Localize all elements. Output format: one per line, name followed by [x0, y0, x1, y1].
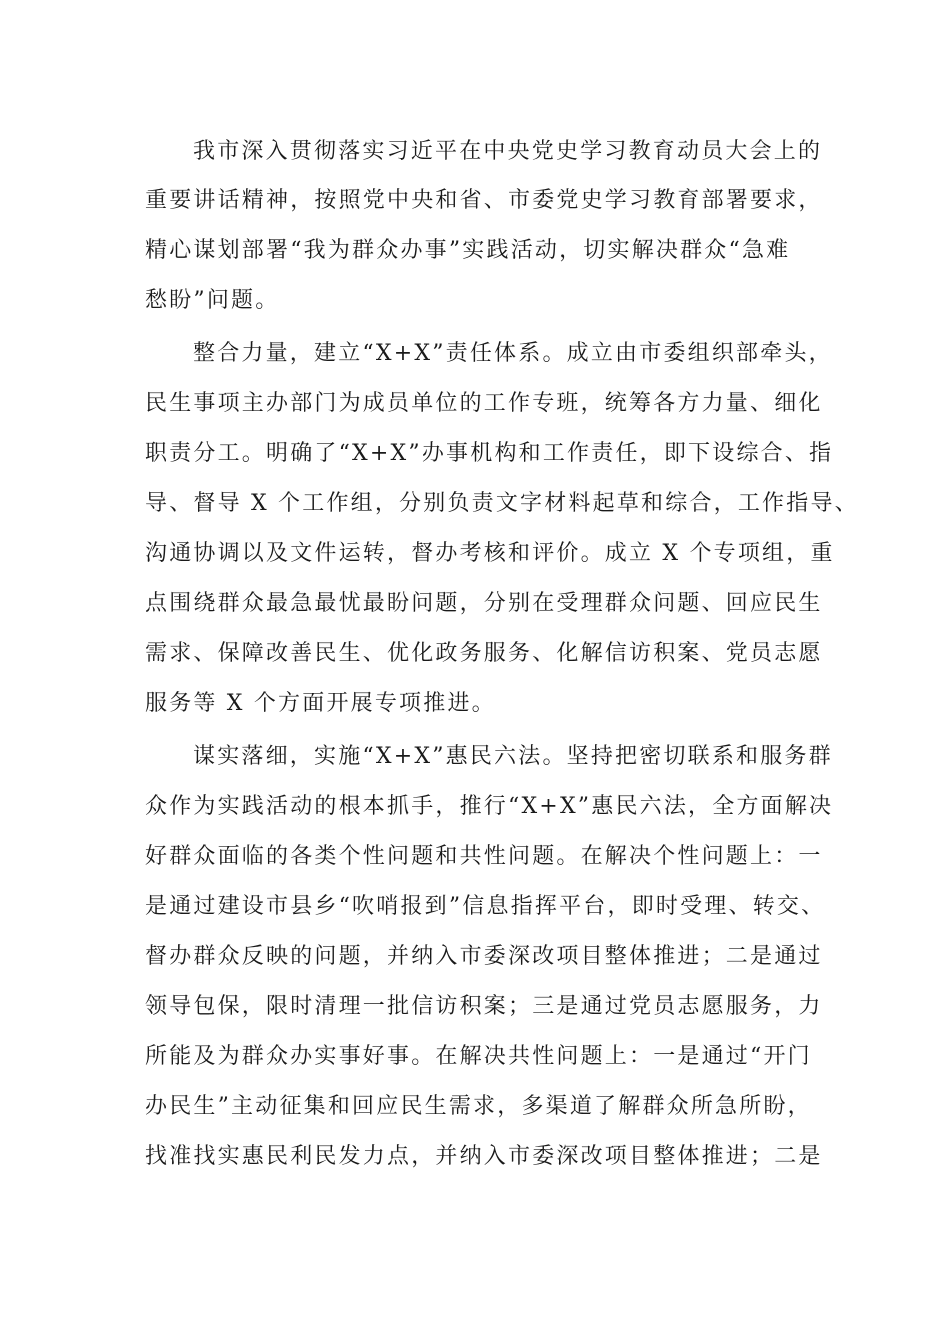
text-line: 领导包保，限时清理一批信访积案；三是通过党员志愿服务，力 — [145, 994, 823, 1019]
text-line: 我市深入贯彻落实习近平在中央党史学习教育动员大会上的 — [193, 139, 823, 164]
text-line: 导、督导 X 个工作组，分别负责文字材料起草和综合，工作指导、 — [145, 491, 859, 516]
text-line: 谋实落细，实施“X+X”惠民六法。坚持把密切联系和服务群 — [193, 744, 833, 769]
text-line: 整合力量，建立“X+X”责任体系。成立由市委组织部牵头， — [193, 341, 833, 366]
text-line: 重要讲话精神，按照党中央和省、市委党史学习教育部署要求， — [145, 188, 823, 213]
text-line: 办民生”主动征集和回应民生需求，多渠道了解群众所急所盼， — [145, 1094, 812, 1119]
text-line: 众作为实践活动的根本抓手，推行“X+X”惠民六法，全方面解决 — [145, 794, 834, 819]
text-line: 找准找实惠民利民发力点，并纳入市委深改项目整体推进；二是 — [145, 1144, 823, 1169]
text-line: 沟通协调以及文件运转，督办考核和评价。成立 X 个专项组，重 — [145, 541, 835, 566]
text-line: 职责分工。明确了“X+X”办事机构和工作责任，即下设综合、指 — [145, 441, 834, 466]
text-line: 服务等 X 个方面开展专项推进。 — [145, 691, 496, 716]
text-line: 所能及为群众办实事好事。在解决共性问题上：一是通过“开门 — [145, 1044, 812, 1069]
text-line: 民生事项主办部门为成员单位的工作专班，统筹各方力量、细化 — [145, 391, 823, 416]
text-line: 需求、保障改善民生、优化政务服务、化解信访积案、党员志愿 — [145, 641, 823, 666]
text-line: 愁盼”问题。 — [145, 288, 280, 313]
text-line: 督办群众反映的问题，并纳入市委深改项目整体推进；二是通过 — [145, 944, 823, 969]
text-line: 是通过建设市县乡“吹哨报到”信息指挥平台，即时受理、转交、 — [145, 894, 826, 919]
text-line: 点围绕群众最急最忧最盼问题，分别在受理群众问题、回应民生 — [145, 591, 823, 616]
text-line: 好群众面临的各类个性问题和共性问题。在解决个性问题上：一 — [145, 844, 823, 869]
text-line: 精心谋划部署“我为群众办事”实践活动，切实解决群众“急难 — [145, 238, 791, 263]
